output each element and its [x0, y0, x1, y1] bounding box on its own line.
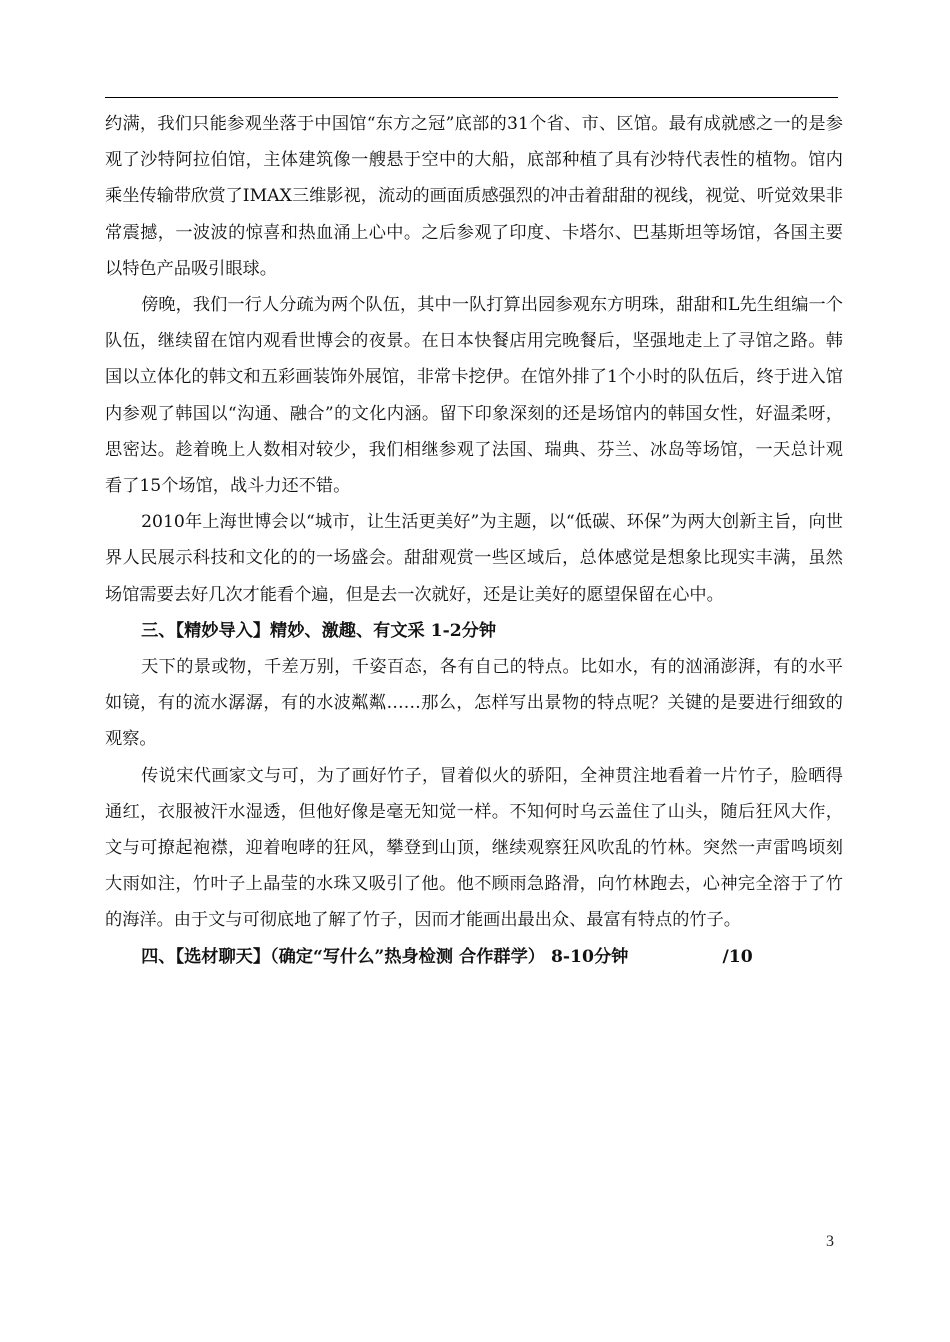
paragraph-continued: 约满，我们只能参观坐落于中国馆“东方之冠”底部的31个省、市、区馆。最有成就感之一的是参观了沙特阿拉伯馆，主体建筑像一艘悬于空中的大船，底部种植了具有沙特代表性的植物。馆内乘坐传输带欣赏了IMAX三维影视，流动的画面质感强烈的冲击着甜甜的视线，视觉、听觉效果非常震撼，一波波的惊喜和热血涌上心中。之后参观了印度、卡塔尔、巴基斯坦等场馆，各国主要以特色产品吸引眼球。 — [105, 114, 843, 279]
section-heading-4-text: 四、【选材聊天】（确定“写什么”热身检测 合作群学） 8-10分钟 — [141, 946, 629, 967]
paragraph-scenery: 天下的景或物，千差万别，千姿百态，各有自己的特点。比如水，有的汹涌澎湃，有的水平如镜，有的流水潺潺，有的水波粼粼……那么，怎样写出景物的特点呢？关键的是要进行细致的观察。 — [105, 657, 843, 750]
score-blank: /10 — [722, 946, 753, 967]
page-number: 3 — [826, 1233, 834, 1250]
section-heading-4 — [105, 939, 843, 975]
paragraph-expo-summary: 2010年上海世博会以“城市，让生活更美好”为主题，以“低碳、环保”为两大创新主旨，向世界人民展示科技和文化的的一场盛会。甜甜观赏一些区域后，总体感觉是想象比现实丰满，虽然场馆需要去好几次才能看个遍，但是去一次就好，还是让美好的愿望保留在心中。 — [105, 512, 843, 605]
paragraph-wen-yuke: 传说宋代画家文与可，为了画好竹子，冒着似火的骄阳，全神贯注地看着一片竹子，脸晒得通红，衣服被汗水湿透，但他好像是毫无知觉一样。不知何时乌云盖住了山头，随后狂风大作，文与可撩起袍襟，迎着咆哮的狂风，攀登到山顶，继续观察狂风吹乱的竹林。突然一声雷鸣顷刻大雨如注，竹叶子上晶莹的水珠又吸引了他。他不顾雨急路滑，向竹林跑去，心神完全溶于了竹的海洋。由于文与可彻底地了解了竹子，因而才能画出最出众、最富有特点的竹子。 — [105, 765, 843, 931]
header-rule — [105, 97, 838, 98]
section-heading-3-text: 三、【精妙导入】精妙、激趣、有文采 1-2分钟 — [141, 620, 497, 641]
section-heading-3 — [105, 613, 843, 649]
paragraph-evening: 傍晚，我们一行人分疏为两个队伍，其中一队打算出园参观东方明珠，甜甜和L先生组编一个队伍，继续留在馆内观看世博会的夜景。在日本快餐店用完晚餐后，坚强地走上了寻馆之路。韩国以立体化的韩文和五彩画装饰外展馆，非常卡挖伊。在馆外排了1个小时的队伍后，终于进入馆内参观了韩国以“沟通、融合”的文化内涵。留下印象深刻的还是场馆内的韩国女性，好温柔呀，思密达。趁着晚上人数相对较少，我们相继参观了法国、瑞典、芬兰、冰岛等场馆，一天总计观看了15个场馆，战斗力还不错。 — [105, 295, 843, 497]
document-body — [105, 106, 843, 975]
